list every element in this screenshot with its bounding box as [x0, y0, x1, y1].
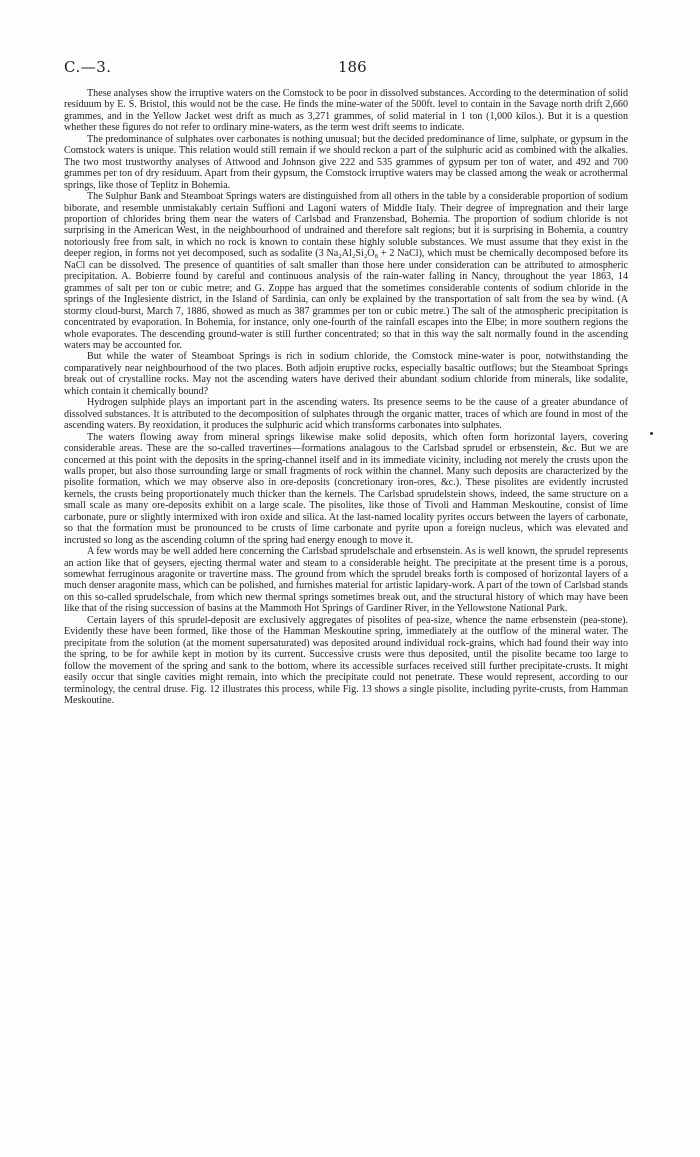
paragraph: Certain layers of this sprudel-deposit are exclusively aggregates of pisolites of pea-size, whence the name erbsenstein (pea-stone). Evidently these have been formed, like those of the Hamman Meskoutine spring, immediately at the outflow of the mineral water. The precipitate from the solution (at the moment supersaturated) was deposited around individual rock-grains, which had found their way into the spring, to be for awhile kept in motion by its current. Successive crusts were thus deposited, until the pisolite became too large to follow the movement of the spring and sank to the bottom, where its accessible surfaces received still further precipitate-crusts. It might easily occur that single cavities might remain, into which the precipitate could not penetrate. These would represent, according to our terminology, the central druse. Fig. 12 illustrates this process, while Fig. 13 shows a single pisolite, including pyrite-crusts, from Hamman Meskoutine.: [64, 614, 628, 707]
paragraph: The predominance of sulphates over carbonates is nothing unusual; but the decided predominance of lime, sulphate, or gypsum in the Comstock waters is unique. This relation would still remain if we should reckon a part of the sulphuric acid as combined with the alkalies. The two most trustworthy analyses of Attwood and Johnson give 222 and 535 grammes of gypsum per ton of water, and 492 and 700 grammes per ton of dry residuum. Apart from their gypsum, the Comstock irruptive waters may be classed among the weak or acrothermal springs, like those of Teplitz in Bohemia.: [64, 133, 628, 191]
document-reference: C.—3.: [64, 58, 112, 76]
paragraph: But while the water of Steamboat Springs is rich in sodium chloride, the Comstock mine-water is poor, notwithstanding the comparatively near neighbourhood of the two places. Both adjoin eruptive rocks, especially basaltic outflows; but the Steamboat Springs break out of crystalline rocks. May not the ascending waters have derived their abundant sodium chloride from minerals, like sodalite, which contain it chemically bound?: [64, 351, 628, 397]
body-text: [64, 88, 628, 706]
paragraph: The Sulphur Bank and Steamboat Springs waters are distinguished from all others in the table by a considerable proportion of sodium biborate, and resemble unmistakably certain Suffioni and Lagoni waters of Middle Italy. Their degree of impregnation and their large proportion of chlorides bring them near the waters of Carlsbad and Franzensbad, Bohemia. The proportion of sodium chloride is not surprising in the American West, in the neighbourhood of undrained and therefore salt regions; but it is surprising in Bohemia, a country notoriously free from salt, in which no rock is known to contain these highly soluble substances. We must assume that they exist in the deeper region, in forms not yet decomposed, such as sodalite (3 Na₂Al₂Si₂O₈ + 2 NaCl), which must be chemically decomposed before its NaCl can be dissolved. The presence of quantities of salt smaller than those here under consideration can be attributed to atmospheric precipitation. A. Bobierre found by careful and continuous analysis of the rain-water falling in Nancy, throughout the year 1863, 14 grammes of salt per ton or cubic metre; and G. Zoppe has argued that the sometimes considerable contents of sodium chloride in the springs of the Inglesiente district, in the Island of Sardinia, can only be explained by the transportation of salt from the sea by wind. (A stormy cloud-burst, March 7, 1886, showed as much as 387 grammes per ton or cubic metre.) The salt of the atmospheric precipitation is concentrated by evaporation. In Bohemia, for instance, only one-fourth of the rainfall escapes into the Elbe; in more southern regions the whole evaporates. The descending ground-water is still further concentrated; so that in this way the salt normally found in the ascending waters may be accounted for.: [64, 191, 628, 351]
paragraph: The waters flowing away from mineral springs likewise make solid deposits, which often form horizontal layers, covering considerable areas. These are the so-called travertines—formations analagous to the Carlsbad sprudel or erbsenstein, &c. But we are concerned at this point with the deposits in the spring-channel itself and in its immediate vicinity, including not merely the crusts upon the walls proper, but also those surrounding large or small fragments of rock within the channel. Many such deposits are characterized by the pisolite formation, which we may observe also in ore-deposits (concretionary iron-ores, &c.). These pisolites are evidently incrusted kernels, the crusts being proportionately much thicker than the kernels. The Carlsbad sprudelstein shows, indeed, the same structure on a small scale as many ore-deposits exhibit on a large scale. The pisolites, like those of Tivoli and Hamman Meskoutine, consist of lime carbonate, pure or slightly intermixed with iron oxide and silica. At the last-named locality pyrites occurs between the layers of carbonate, so that the formation must be pronounced to be crusts of lime carbonate and pyrite upon a foreign nucleus, which was elevated and incrusted so long as the ascending column of the spring had energy enough to move it.: [64, 431, 628, 546]
margin-speck: [650, 432, 653, 435]
paragraph: These analyses show the irruptive waters on the Comstock to be poor in dissolved substances. According to the determination of solid residuum by E. S. Bristol, this would not be the case. He finds the mine-water of the 500ft. level to contain in the Savage north drift 2,660 grammes, and in the Yellow Jacket west drift as much as 3,271 grammes, of solid material in 1 ton (1,000 kilos.). But it is a question whether these figures do not refer to ordinary mine-waters, as the term west drift seems to indicate.: [64, 88, 628, 134]
page-number: 186: [338, 58, 367, 76]
paragraph: A few words may be well added here concerning the Carlsbad sprudelschale and erbsenstein. As is well known, the sprudel represents an action like that of geysers, ejecting thermal water and steam to a considerable height. The precipitate at the present time is a porous, somewhat ferruginous aragonite or travertine mass. The ground from which the sprudel breaks forth is composed of horizontal layers of a much denser aragonite mass, which can be polished, and furnishes material for artistic lapidary-work. A part of the town of Carlsbad stands on this so-called sprudelschale, from which new thermal springs sometimes break out, and the structural history of which may have been like that of the rising succession of basins at the Mammoth Hot Springs of Gardiner River, in the Yellowstone National Park.: [64, 546, 628, 615]
paragraph: Hydrogen sulphide plays an important part in the ascending waters. Its presence seems to be the cause of a greater abundance of dissolved substances. It is attributed to the decomposition of sulphates through the organic matter, traces of which are found in most of the ascending waters. By reoxidation, it produces the sulphuric acid which transforms carbonates into sulphates.: [64, 397, 628, 432]
